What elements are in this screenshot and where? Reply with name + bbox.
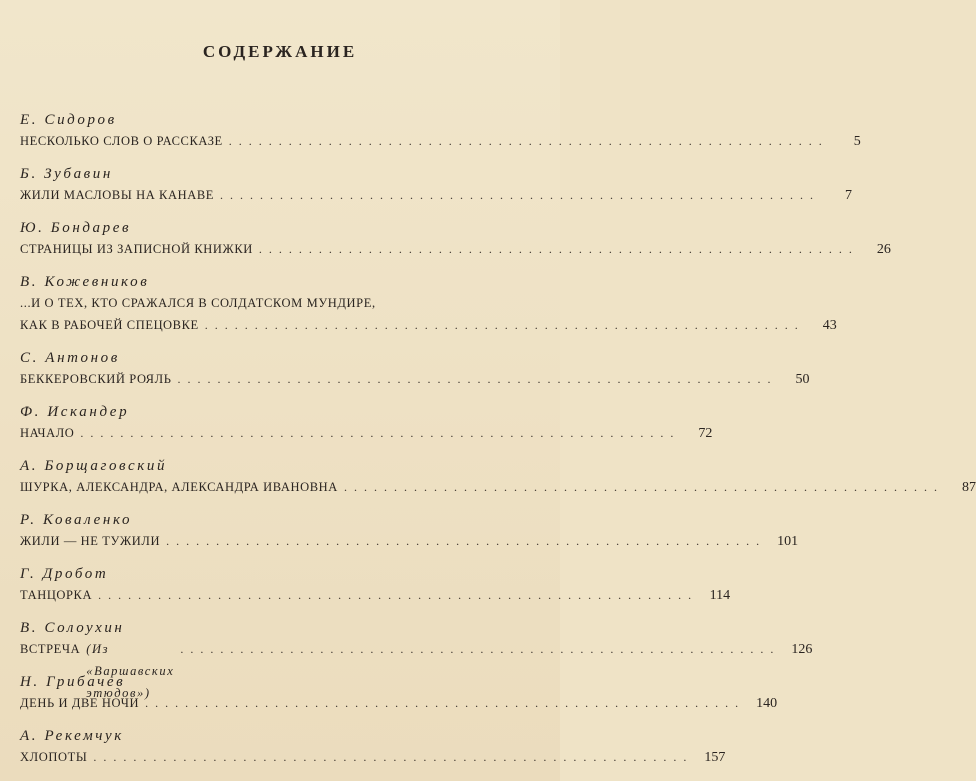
toc-page-number: 72 — [698, 426, 713, 441]
toc-work-title: НАЧАЛО — [20, 426, 75, 440]
toc-entry — [20, 564, 731, 618]
toc-entry — [20, 726, 726, 780]
dot-leader: ............................................................ — [220, 188, 821, 202]
toc-work-title: ХЛОПОТЫ — [20, 750, 88, 764]
toc-page-number: 126 — [791, 642, 813, 657]
toc-page-number: 26 — [876, 242, 891, 257]
dot-leader: ............................................................ — [98, 588, 699, 602]
toc-author: Б. Зубавин — [20, 166, 113, 182]
toc-work-title: БЕККЕРОВСКИЙ РОЯЛЬ — [20, 372, 172, 386]
toc-entry — [20, 402, 713, 456]
toc-author: Е. Сидоров — [20, 112, 117, 128]
dot-leader: ............................................................ — [204, 318, 805, 332]
toc-author: А. Борщаговский — [20, 458, 168, 474]
toc-title-line — [20, 746, 726, 768]
toc-entry — [20, 672, 778, 726]
toc-title-line — [20, 368, 810, 390]
toc-author: С. Антонов — [20, 350, 120, 366]
toc-work-title: НЕСКОЛЬКО СЛОВ О РАССКАЗЕ — [20, 134, 223, 148]
toc-author: Г. Дробот — [20, 566, 109, 582]
toc-author: В. Кожевников — [20, 274, 150, 290]
toc-title-line — [20, 130, 861, 152]
toc-work-title: ЖИЛИ МАСЛОВЫ НА КАНАВЕ — [20, 188, 215, 202]
toc-entry — [20, 348, 810, 402]
toc-work-title: СТРАНИЦЫ ИЗ ЗАПИСНОЙ КНИЖКИ — [20, 242, 253, 256]
toc-page-number: 101 — [777, 534, 799, 549]
toc-page-number: 50 — [795, 372, 810, 387]
toc-page-number: 7 — [845, 188, 853, 203]
dot-leader: ............................................................ — [180, 642, 781, 656]
toc-title-line — [20, 292, 548, 314]
toc-author: А. Рекемчук — [20, 728, 124, 744]
dot-leader: ............................................................ — [80, 426, 681, 440]
toc-title-line — [20, 184, 853, 206]
page-title: СОДЕРЖАНИЕ — [202, 42, 358, 61]
toc-page-number: 43 — [822, 318, 837, 333]
dot-leader: ............................................................ — [228, 134, 829, 148]
toc-author: В. Солоухин — [20, 620, 125, 636]
toc-title-line — [20, 238, 891, 260]
toc-work-title: ШУРКА, АЛЕКСАНДРА, АЛЕКСАНДРА ИВАНОВНА — [20, 480, 338, 494]
toc-entry — [20, 456, 976, 510]
dot-leader: ............................................................ — [343, 480, 944, 494]
toc-work-title: ...И О ТЕХ, КТО СРАЖАЛСЯ В СОЛДАТСКОМ МУНДИРЕ, — [20, 296, 376, 310]
dot-leader: ............................................................ — [258, 242, 859, 256]
toc-author: Н. Грибачев — [20, 674, 126, 690]
toc-work-title: ТАНЦОРКА — [20, 588, 93, 602]
toc-author: Р. Коваленко — [20, 512, 133, 528]
dot-leader: ............................................................ — [145, 696, 746, 710]
toc-work-title: ВСТРЕЧА — [20, 642, 81, 656]
toc-work-subtitle: (Из «Варшавских этюдов») — [86, 642, 175, 700]
toc-page-number: 140 — [756, 696, 778, 711]
toc-entry — [20, 510, 799, 564]
table-of-contents — [20, 110, 976, 780]
toc-page-number: 5 — [853, 134, 861, 149]
toc-work-title: КАК В РАБОЧЕЙ СПЕЦОВКЕ — [20, 318, 199, 332]
toc-title-line — [20, 584, 731, 606]
toc-work-title: ДЕНЬ И ДВЕ НОЧИ — [20, 696, 140, 710]
toc-title-line — [20, 422, 713, 444]
dot-leader: ............................................................ — [93, 750, 694, 764]
toc-entry — [20, 164, 853, 218]
toc-author: Ю. Бондарев — [20, 220, 132, 236]
toc-work-title: ЖИЛИ — НЕ ТУЖИЛИ — [20, 534, 161, 548]
toc-author: Ф. Искандер — [20, 404, 130, 420]
toc-title-line — [20, 692, 778, 714]
dot-leader: ............................................................ — [177, 372, 778, 386]
toc-page-number: 157 — [704, 750, 726, 765]
toc-title-line — [20, 476, 976, 498]
toc-title-line — [20, 314, 837, 336]
toc-title-line — [20, 530, 799, 552]
toc-entry — [20, 110, 861, 164]
toc-entry — [20, 272, 837, 348]
toc-page-number: 114 — [709, 588, 731, 603]
toc-entry — [20, 218, 891, 272]
toc-page-number: 87 — [961, 480, 976, 495]
dot-leader: ............................................................ — [166, 534, 767, 548]
